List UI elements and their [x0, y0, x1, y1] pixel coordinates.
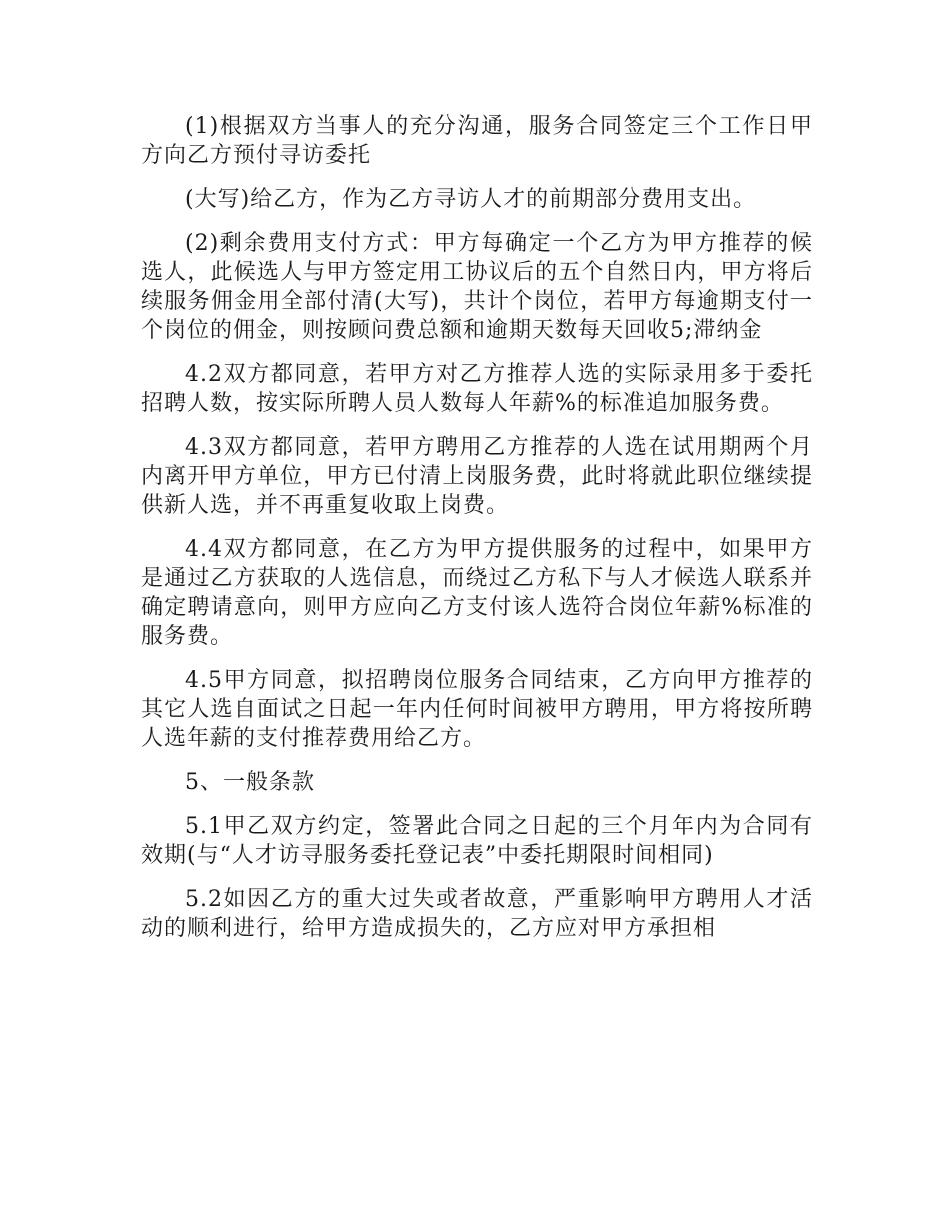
- paragraph-clause-5-2: 5.2如因乙方的重大过失或者故意，严重影响甲方聘用人才活动的顺利进行，给甲方造成损失的，乙方应对甲方承担相: [141, 887, 813, 941]
- paragraph-clause-4-2: 4.2双方都同意，若甲方对乙方推荐人选的实际录用多于委托招聘人数，按实际所聘人员人数每人年薪%的标准追加服务费。: [141, 362, 813, 416]
- paragraph-clause-5-1: 5.1甲乙双方约定，签署此合同之日起的三个月年内为合同有效期(与“人才访寻服务委托登记表”中委托期限时间相同): [141, 814, 813, 868]
- paragraph-clause-4-4: 4.4双方都同意，在乙方为甲方提供服务的过程中，如果甲方是通过乙方获取的人选信息，而绕过乙方私下与人才候选人联系并确定聘请意向，则甲方应向乙方支付该人选符合岗位年薪%标准的服务费。: [141, 537, 813, 649]
- paragraph-prepayment: (1)根据双方当事人的充分沟通，服务合同签定三个工作日甲方向乙方预付寻访委托: [141, 114, 813, 168]
- paragraph-prepayment-amount: (大写)给乙方，作为乙方寻访人才的前期部分费用支出。: [185, 187, 757, 212]
- document-body: [141, 112, 813, 958]
- paragraph-clause-4-5: 4.5甲方同意，拟招聘岗位服务合同结束，乙方向甲方推荐的其它人选自面试之日起一年内任何时间被甲方聘用，甲方将按所聘人选年薪的支付推荐费用给乙方。: [141, 668, 813, 751]
- paragraph-remaining-payment: (2)剩余费用支付方式：甲方每确定一个乙方为甲方推荐的候选人，此候选人与甲方签定用工协议后的五个自然日内，甲方将后续服务佣金用全部付清(大写)，共计个岗位，若甲方每逾期支付一个岗位的佣金，则按顾问费总额和逾期天数每天回收5;滞纳金: [141, 231, 813, 343]
- paragraph-clause-4-3: 4.3双方都同意，若甲方聘用乙方推荐的人选在试用期两个月内离开甲方单位，甲方已付清上岗服务费，此时将就此职位继续提供新人选，并不再重复收取上岗费。: [141, 435, 813, 518]
- section-heading-general-terms: 5、一般条款: [185, 770, 315, 795]
